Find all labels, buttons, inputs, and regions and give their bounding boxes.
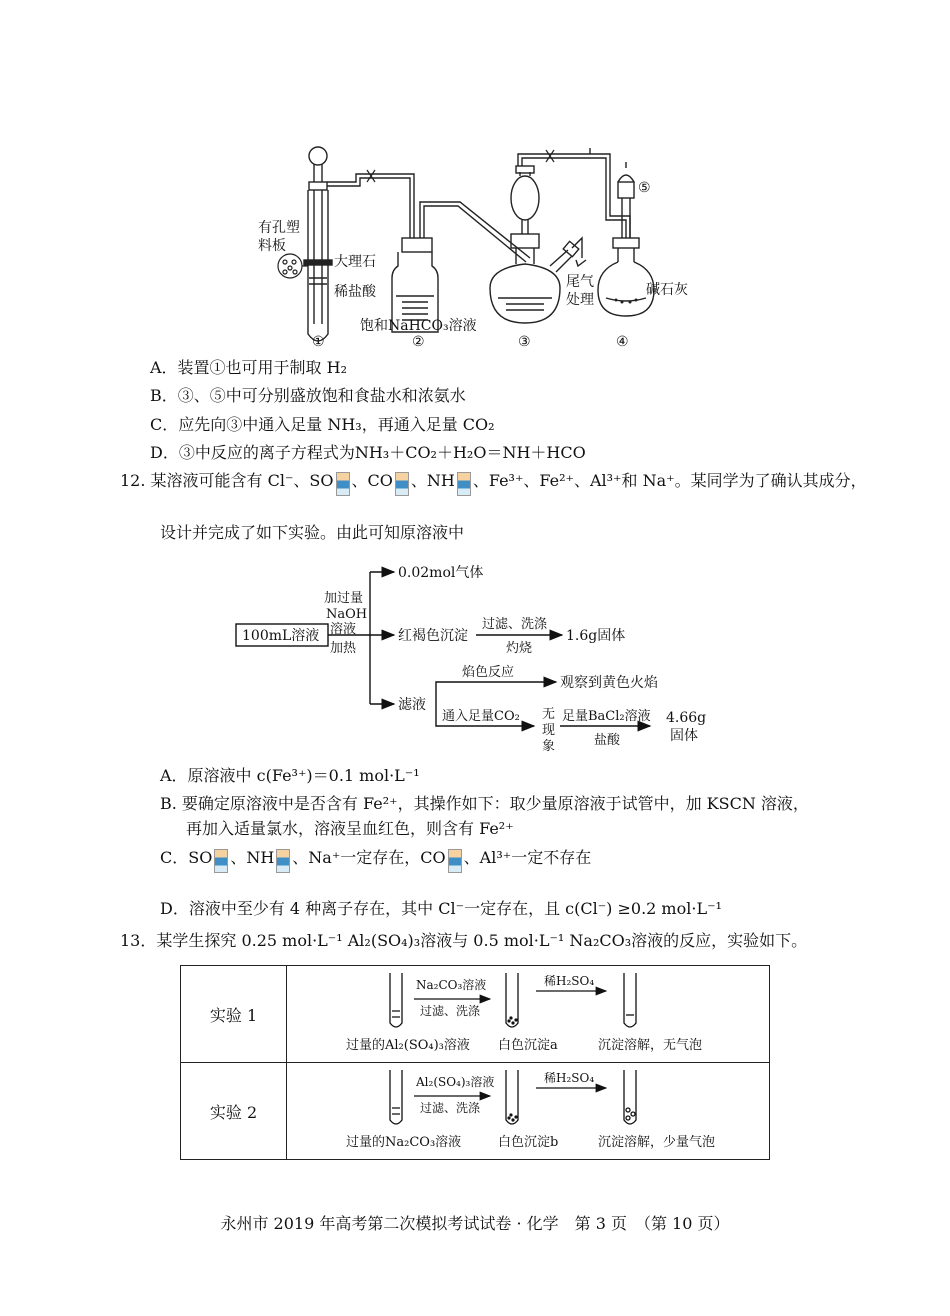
flow-yellow: 观察到黄色火焰	[560, 675, 658, 691]
q12-option-c-c: 、Na⁺一定存在，CO	[292, 848, 446, 867]
exp1-acid: 稀H₂SO₄	[544, 974, 595, 988]
flow-solid-2b: 固体	[670, 728, 698, 744]
label-tail-gas-1: 尾气	[566, 274, 594, 290]
table-row	[181, 966, 770, 1063]
q11-option-c: C．应先向③中通入足量 NH₃，再通入足量 CO₂	[150, 415, 495, 434]
label-num1: ①	[312, 334, 325, 350]
flow-reagent-1: 加过量	[324, 591, 364, 606]
exp1-mid: 白色沉淀a	[498, 1038, 558, 1053]
flow-solid-1: 1.6g固体	[566, 628, 626, 644]
label-soda-lime: 碱石灰	[646, 282, 688, 298]
exp1-step: 过滤、洗涤	[420, 1004, 481, 1018]
label-perforated-1: 有孔塑	[258, 220, 300, 236]
exp2-diagram-cell	[287, 1063, 770, 1160]
exp1-end: 沉淀溶解，无气泡	[598, 1038, 703, 1053]
exp2-step: 过滤、洗涤	[420, 1101, 481, 1115]
label-num4: ④	[616, 334, 629, 350]
q12-stem-2: 设计并完成了如下实验。由此可知原溶液中	[160, 523, 465, 542]
q12-option-c-a: C．SO	[160, 848, 213, 867]
exp1-diagram	[288, 967, 768, 1057]
broken-image-icon	[214, 849, 228, 873]
label-nahco3: 饱和NaHCO₃溶液	[360, 318, 477, 334]
broken-image-icon	[336, 472, 350, 496]
broken-image-icon	[395, 472, 409, 496]
flow-none-3: 象	[542, 739, 556, 754]
exp1-start: 过量的Al₂(SO₄)₃溶液	[346, 1038, 470, 1053]
q11-option-a: A．装置①也可用于制取 H₂	[150, 358, 348, 377]
label-marble: 大理石	[334, 254, 376, 270]
flow-ignite: 灼烧	[506, 641, 533, 656]
table-row	[181, 1063, 770, 1160]
exp2-start: 过量的Na₂CO₃溶液	[346, 1135, 462, 1150]
q13-experiment-table	[180, 965, 770, 1160]
flow-precipitate: 红褐色沉淀	[398, 628, 468, 644]
exp2-reagent: Al₂(SO₄)₃溶液	[416, 1075, 495, 1089]
q13-stem: 13．某学生探究 0.25 mol·L⁻¹ Al₂(SO₄)₃溶液与 0.5 mol·L⁻¹ Na₂CO₃溶液的反应，实验如下。	[120, 931, 808, 950]
broken-image-icon	[457, 472, 471, 496]
label-perforated-2: 料板	[258, 238, 286, 254]
flow-flame: 焰色反应	[462, 665, 515, 680]
flow-none-2: 现	[542, 723, 556, 738]
q12-stem-b: 、CO	[351, 471, 393, 490]
flow-bacl2: 足量BaCl₂溶液	[562, 709, 651, 724]
flow-hcl: 盐酸	[594, 733, 621, 748]
q12-stem-a: 12. 某溶液可能含有 Cl⁻、SO	[120, 471, 334, 490]
flow-gas: 0.02mol气体	[398, 565, 484, 581]
flow-sample: 100mL溶液	[242, 628, 320, 644]
label-num3: ③	[518, 334, 531, 350]
flow-reagent-4: 加热	[330, 641, 357, 656]
broken-image-icon	[276, 849, 290, 873]
exp2-label: 实验 2	[181, 1063, 287, 1160]
q12-option-b-2: 再加入适量氯水，溶液呈血红色，则含有 Fe²⁺	[186, 819, 514, 838]
q12-option-d: D．溶液中至少有 4 种离子存在，其中 Cl⁻一定存在，且 c(Cl⁻) ≥0.2 mol·L⁻¹	[160, 899, 722, 918]
label-dilute-hcl: 稀盐酸	[334, 284, 376, 300]
q12-option-c-b: 、NH	[230, 848, 275, 867]
exp1-reagent: Na₂CO₃溶液	[416, 978, 487, 992]
q12-flowchart	[230, 558, 730, 758]
flow-filter-wash: 过滤、洗涤	[482, 617, 548, 632]
exp2-end: 沉淀溶解，少量气泡	[598, 1135, 716, 1150]
q12-stem-c: 、NH	[410, 471, 455, 490]
q11-option-b: B．③、⑤中可分别盛放饱和食盐水和浓氨水	[150, 386, 466, 405]
label-num5: ⑤	[638, 180, 651, 196]
apparatus-diagram	[250, 138, 720, 353]
broken-image-icon	[448, 849, 462, 873]
q12-option-c-d: 、Al³⁺一定不存在	[463, 848, 592, 867]
page-footer: 永州市 2019 年高考第二次模拟考试试卷 · 化学 第 3 页 （第 10 页）	[220, 1214, 730, 1233]
q12-option-a: A．原溶液中 c(Fe³⁺)＝0.1 mol·L⁻¹	[160, 766, 420, 785]
q12-option-b-1: B. 要确定原溶液中是否含有 Fe²⁺，其操作如下：取少量原溶液于试管中，加 KSCN 溶液，	[160, 794, 809, 813]
label-num2: ②	[412, 334, 425, 350]
flow-none-1: 无	[542, 707, 556, 722]
exp1-label: 实验 1	[181, 966, 287, 1063]
flow-co2: 通入足量CO₂	[442, 709, 520, 724]
flow-reagent-2: NaOH	[326, 607, 368, 622]
q11-option-d: D．③中反应的离子方程式为NH₃＋CO₂＋H₂O＝NH＋HCO	[150, 443, 586, 462]
exp2-acid: 稀H₂SO₄	[544, 1071, 595, 1085]
flow-solid-2a: 4.66g	[666, 710, 707, 726]
exp2-diagram	[288, 1064, 768, 1154]
exp2-mid: 白色沉淀b	[498, 1135, 559, 1150]
q12-stem-d: 、Fe³⁺、Fe²⁺、Al³⁺和 Na⁺。某同学为了确认其成分，	[472, 471, 867, 490]
q12-option-c	[160, 847, 591, 873]
flow-reagent-3: 溶液	[330, 622, 357, 637]
q12-stem	[120, 470, 867, 496]
flow-filtrate: 滤液	[398, 697, 426, 713]
exp1-diagram-cell	[287, 966, 770, 1063]
label-tail-gas-2: 处理	[566, 292, 594, 308]
